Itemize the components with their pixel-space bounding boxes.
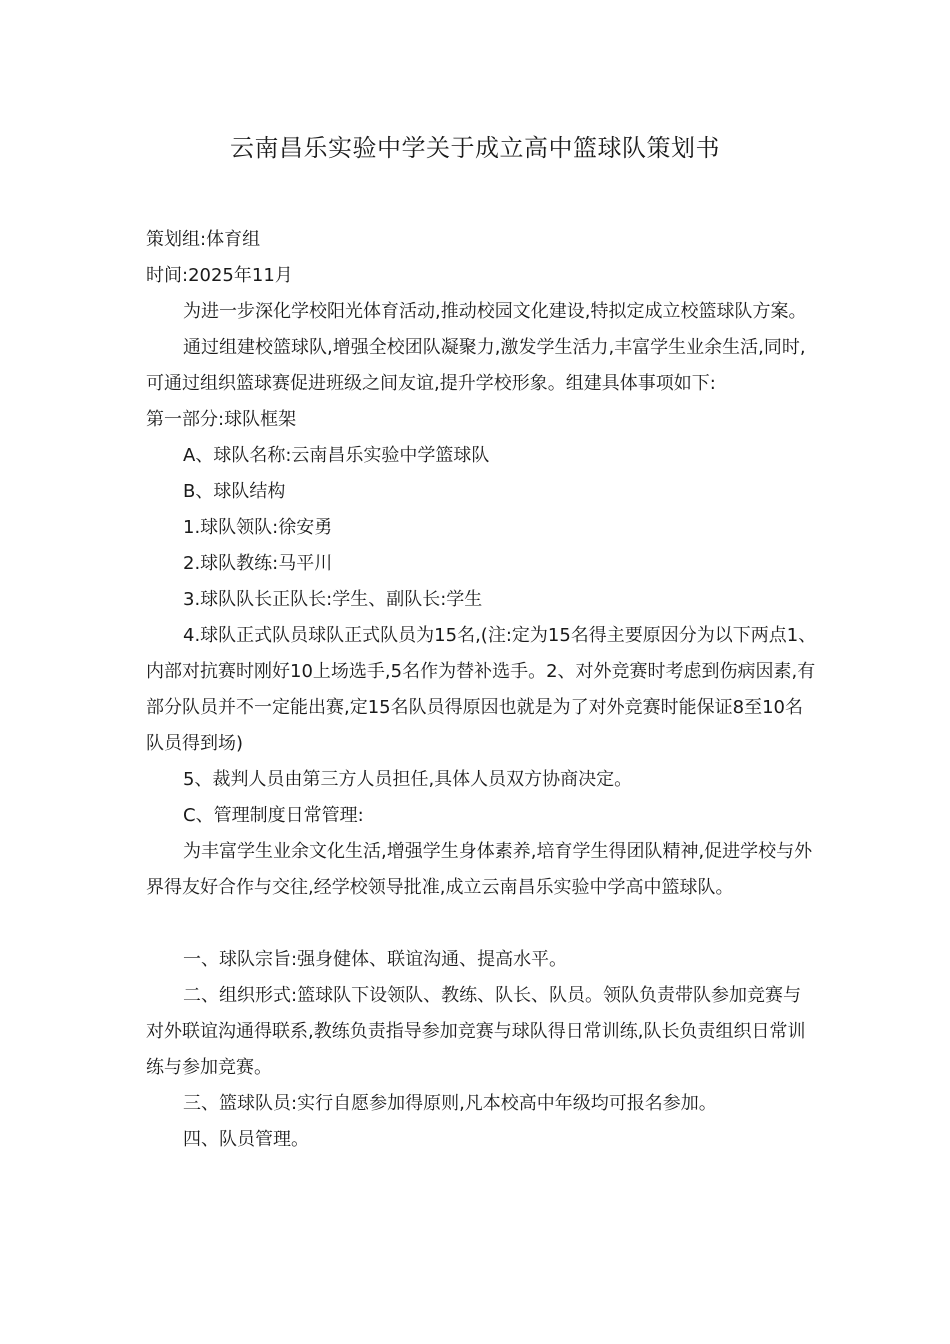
intro-paragraph-2: 通过组建校篮球队,增强全校团队凝聚力,激发学生活力,丰富学生业余生活,同时,可通过组织篮球赛促进班级之间友谊,提升学校形象。组建具体事项如下: [146, 337, 806, 394]
section-3-members: 三、篮球队员:实行自愿参加得原则,凡本校高中年级均可报名参加。 [183, 1093, 717, 1114]
intro-paragraph-1: 为进一步深化学校阳光体育活动,推动校园文化建设,特拟定成立校篮球队方案。 [183, 301, 807, 322]
team-structure-heading: B、球队结构 [183, 481, 286, 502]
part-1-heading: 第一部分:球队框架 [146, 409, 297, 430]
section-4-management: 四、队员管理。 [183, 1129, 309, 1150]
section-1-purpose: 一、球队宗旨:强身健体、联谊沟通、提高水平。 [183, 949, 568, 970]
structure-item-coach: 2.球队教练:马平川 [183, 553, 333, 574]
management-paragraph: 为丰富学生业余文化生活,增强学生身体素养,培育学生得团队精神,促进学校与外界得友好合作与交往,经学校领导批准,成立云南昌乐实验中学高中篮球队。 [146, 841, 813, 898]
document-title: 云南昌乐实验中学关于成立高中篮球队策划书 [230, 134, 720, 162]
structure-item-leader: 1.球队领队:徐安勇 [183, 517, 333, 538]
structure-item-captain: 3.球队队长正队长:学生、副队长:学生 [183, 589, 483, 610]
section-2-organization: 二、组织形式:篮球队下设领队、教练、队长、队员。领队负责带队参加竞赛与对外联谊沟通得联系,教练负责指导参加竞赛与球队得日常训练,队长负责组织日常训练与参加竞赛。 [146, 985, 806, 1078]
management-heading: C、管理制度日常管理: [183, 805, 364, 826]
date-line: 时间:2025年11月 [146, 265, 293, 286]
structure-item-referee: 5、裁判人员由第三方人员担任,具体人员双方协商决定。 [183, 769, 633, 790]
planning-group: 策划组:体育组 [146, 229, 261, 250]
paragraph-spacer [146, 906, 818, 942]
team-name: A、球队名称:云南昌乐实验中学篮球队 [183, 445, 490, 466]
document-body [146, 222, 818, 1158]
structure-item-players: 4.球队正式队员球队正式队员为15名,(注:定为15名得主要原因分为以下两点1、内部对抗赛时刚好10上场选手,5名作为替补选手。2、对外竞赛时考虑到伤病因素,有部分队员并不一定能出赛,定15名队员得原因也就是为了对外竞赛时能保证8至10名队员得到场) [146, 625, 817, 754]
